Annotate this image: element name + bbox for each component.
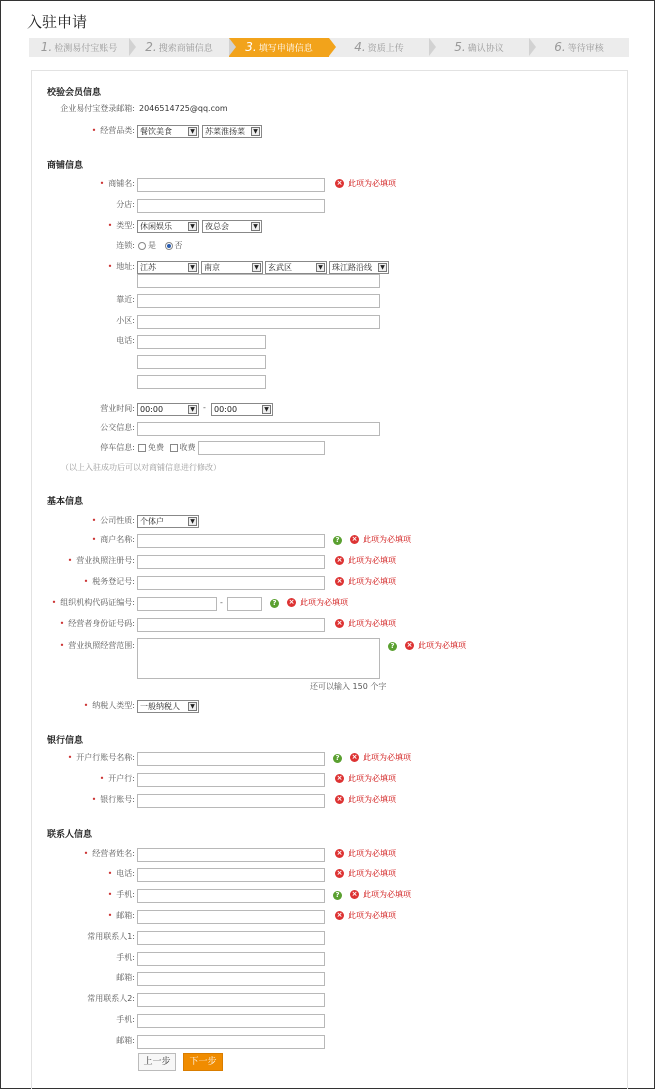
mobile-error: × 此项为必填项 xyxy=(351,890,411,899)
account-no-input[interactable] xyxy=(137,794,325,808)
org-code-input-2[interactable] xyxy=(227,597,262,611)
shop-name-label: • 商铺名: xyxy=(99,179,135,188)
address-label: • 地址: xyxy=(107,262,135,271)
org-code-error: × 此项为必填项 xyxy=(288,598,348,607)
section-member-title: 校验会员信息 xyxy=(47,88,102,98)
hours-separator: - xyxy=(203,403,206,412)
chevron-down-icon: ▼ xyxy=(262,405,271,414)
chevron-down-icon: ▼ xyxy=(252,263,261,272)
parking-free-checkbox[interactable] xyxy=(138,444,146,452)
contact1-mobile-input[interactable] xyxy=(137,952,325,966)
step-number: 4. xyxy=(354,40,366,54)
error-icon: × xyxy=(336,774,343,782)
phone-label: 电话: xyxy=(116,336,135,345)
category-label: • 经营品类: xyxy=(91,126,135,135)
help-icon[interactable]: ? xyxy=(333,536,342,545)
help-icon[interactable]: ? xyxy=(333,754,342,763)
contact-phone-input[interactable] xyxy=(137,868,325,882)
parking-label: 停车信息: xyxy=(100,443,135,452)
chevron-down-icon: ▼ xyxy=(188,263,197,272)
section-bank-title: 银行信息 xyxy=(47,736,84,746)
chevron-down-icon: ▼ xyxy=(188,405,197,414)
org-code-separator: - xyxy=(220,598,223,607)
category-select-2[interactable]: 苏菜淮扬菜 ▼ xyxy=(202,125,262,138)
step-label: 填写申请信息 xyxy=(258,44,313,54)
tax-no-label: • 税务登记号: xyxy=(83,577,135,586)
chain-label: 连锁: xyxy=(116,241,135,250)
chain-no-label: 否 xyxy=(174,241,183,250)
shop-name-input[interactable] xyxy=(137,178,325,192)
mobile-input[interactable] xyxy=(137,889,325,903)
contact-email-label: • 邮箱: xyxy=(107,911,135,920)
section-contact-title: 联系人信息 xyxy=(47,830,93,840)
step-number: 2. xyxy=(145,40,157,54)
org-code-input-1[interactable] xyxy=(137,597,217,611)
help-icon[interactable]: ? xyxy=(333,891,342,900)
org-code-label: • 组织机构代码证编号: xyxy=(51,598,135,607)
contact1-input[interactable] xyxy=(137,931,325,945)
contact2-email-input[interactable] xyxy=(137,1035,325,1049)
shop-name-error: × 此项为必填项 xyxy=(336,179,396,188)
error-icon: × xyxy=(336,179,343,187)
hours-end-select[interactable]: 00:00 ▼ xyxy=(211,403,273,416)
scope-label: • 营业执照经营范围: xyxy=(59,641,135,650)
account-name-label: • 开户行账号名称: xyxy=(67,753,135,762)
error-icon: × xyxy=(336,911,343,919)
contact2-input[interactable] xyxy=(137,993,325,1007)
step-label: 确认协议 xyxy=(467,44,504,54)
chevron-down-icon: ▼ xyxy=(251,127,260,136)
section-shop-title: 商铺信息 xyxy=(47,161,84,171)
parking-paid-checkbox[interactable] xyxy=(170,444,178,452)
chevron-down-icon: ▼ xyxy=(188,127,197,136)
tax-no-error: × 此项为必填项 xyxy=(336,577,396,586)
step-number: 3. xyxy=(245,40,257,54)
city-select[interactable]: 南京 ▼ xyxy=(201,261,263,274)
step-6 xyxy=(529,38,629,57)
step-arrow-icon xyxy=(129,38,136,56)
error-icon: × xyxy=(336,869,343,877)
contact2-mobile-input[interactable] xyxy=(137,1014,325,1028)
bank-input[interactable] xyxy=(137,773,325,787)
chevron-down-icon: ▼ xyxy=(316,263,325,272)
shop-note: （以上入驻成功后可以对商铺信息进行修改） xyxy=(61,463,221,472)
bus-input[interactable] xyxy=(137,422,380,436)
operator-error: × 此项为必填项 xyxy=(336,849,396,858)
chain-no-radio[interactable] xyxy=(165,242,173,250)
chevron-down-icon: ▼ xyxy=(188,517,197,526)
license-no-error: × 此项为必填项 xyxy=(336,556,396,565)
near-label: 靠近: xyxy=(116,295,135,304)
error-icon: × xyxy=(406,641,413,649)
contact2-mobile-label: 手机: xyxy=(116,1015,135,1024)
province-select[interactable]: 江苏 ▼ xyxy=(137,261,199,274)
near-input[interactable] xyxy=(137,294,380,308)
taxpayer-label: • 纳税人类型: xyxy=(83,701,135,710)
parking-paid-label: 收费 xyxy=(179,443,196,452)
email-value: 2046514725@qq.com xyxy=(139,104,228,113)
community-input[interactable] xyxy=(137,315,380,329)
contact1-email-label: 邮箱: xyxy=(116,973,135,982)
prev-button[interactable]: 上一步 xyxy=(138,1053,176,1071)
chain-yes-label: 是 xyxy=(148,241,156,250)
step-arrow-icon xyxy=(229,38,236,56)
error-icon: × xyxy=(336,849,343,857)
type-label: • 类型: xyxy=(107,221,135,230)
license-no-input[interactable] xyxy=(137,555,325,569)
company-type-label: • 公司性质: xyxy=(91,516,135,525)
operator-label: • 经营者姓名: xyxy=(83,849,135,858)
step-2 xyxy=(129,38,229,57)
contact2-email-label: 邮箱: xyxy=(116,1036,135,1045)
error-icon: × xyxy=(351,890,358,898)
id-no-label: • 经营者身份证号码: xyxy=(59,619,135,628)
parking-options xyxy=(138,441,196,455)
chevron-down-icon: ▼ xyxy=(378,263,387,272)
email-label: 企业易付宝登录邮箱: xyxy=(60,104,135,113)
scope-char-hint: 还可以输入 150 个字 xyxy=(310,682,387,691)
step-arrow-icon xyxy=(529,38,536,56)
step-number: 6. xyxy=(554,40,566,54)
error-icon: × xyxy=(336,795,343,803)
contact-email-input[interactable] xyxy=(137,910,325,924)
category-select-1[interactable]: 餐饮美食 ▼ xyxy=(137,125,199,138)
contact1-email-input[interactable] xyxy=(137,972,325,986)
branch-label: 分店: xyxy=(116,200,135,209)
help-icon[interactable]: ? xyxy=(270,599,279,608)
section-basic-title: 基本信息 xyxy=(47,497,84,507)
merchant-name-input[interactable] xyxy=(137,534,325,548)
account-no-error: × 此项为必填项 xyxy=(336,795,396,804)
area-select[interactable]: 珠江路沿线 ▼ xyxy=(329,261,389,274)
account-name-input[interactable] xyxy=(137,752,325,766)
step-number: 1. xyxy=(40,40,53,54)
bank-label: • 开户行: xyxy=(99,774,135,783)
step-4 xyxy=(329,38,429,57)
account-no-label: • 银行账号: xyxy=(91,795,135,804)
step-3-active xyxy=(229,38,329,57)
district-select[interactable]: 玄武区 ▼ xyxy=(265,261,327,274)
bus-label: 公交信息: xyxy=(100,423,135,432)
error-icon: × xyxy=(351,535,358,543)
page-title: 入驻申请 xyxy=(27,13,88,31)
account-name-error: × 此项为必填项 xyxy=(351,753,411,762)
step-number: 5. xyxy=(454,40,466,54)
error-icon: × xyxy=(336,577,343,585)
hours-label: 营业时间: xyxy=(100,404,135,413)
community-label: 小区: xyxy=(116,316,135,325)
contact-phone-error: × 此项为必填项 xyxy=(336,869,396,878)
step-5 xyxy=(429,38,529,57)
error-icon: × xyxy=(336,556,343,564)
type-select-1[interactable]: 休闲娱乐 ▼ xyxy=(137,220,199,233)
error-icon: × xyxy=(351,753,358,761)
chevron-down-icon: ▼ xyxy=(188,702,197,711)
phone-input-2[interactable] xyxy=(137,355,266,369)
scope-textarea[interactable] xyxy=(137,638,380,679)
chevron-down-icon: ▼ xyxy=(251,222,260,231)
chain-radios xyxy=(138,239,183,253)
mobile-label: • 手机: xyxy=(107,890,135,899)
id-no-error: × 此项为必填项 xyxy=(336,619,396,628)
step-1 xyxy=(29,38,129,57)
license-no-label: • 营业执照注册号: xyxy=(67,556,135,565)
parking-free-label: 免费 xyxy=(148,443,164,452)
step-label: 资质上传 xyxy=(367,44,404,54)
error-icon: × xyxy=(336,619,343,627)
step-arrow-icon xyxy=(429,38,436,56)
company-type-select[interactable]: 个体户 ▼ xyxy=(137,515,199,528)
step-label: 搜索商铺信息 xyxy=(158,44,213,54)
operator-input[interactable] xyxy=(137,848,325,862)
phone-input-1[interactable] xyxy=(137,335,266,349)
parking-input[interactable] xyxy=(198,441,325,455)
next-button[interactable]: 下一步 xyxy=(183,1053,223,1071)
contact1-label: 常用联系人1: xyxy=(87,932,135,941)
error-icon: × xyxy=(288,598,295,606)
hours-start-select[interactable]: 00:00 ▼ xyxy=(137,403,199,416)
step-label: 等待审核 xyxy=(567,44,604,54)
merchant-name-label: • 商户名称: xyxy=(91,535,135,544)
branch-input[interactable] xyxy=(137,199,325,213)
phone-input-3[interactable] xyxy=(137,375,266,389)
id-no-input[interactable] xyxy=(137,618,325,632)
contact2-label: 常用联系人2: xyxy=(87,994,135,1003)
scope-error: × 此项为必填项 xyxy=(406,641,466,650)
taxpayer-select[interactable]: 一般纳税人 ▼ xyxy=(137,700,199,713)
contact-phone-label: • 电话: xyxy=(107,869,135,878)
progress-steps xyxy=(29,38,629,57)
step-label: 检测易付宝账号 xyxy=(54,44,118,54)
type-select-2[interactable]: 夜总会 ▼ xyxy=(202,220,262,233)
chevron-down-icon: ▼ xyxy=(188,222,197,231)
contact1-mobile-label: 手机: xyxy=(116,953,135,962)
help-icon[interactable]: ? xyxy=(388,642,397,651)
tax-no-input[interactable] xyxy=(137,576,325,590)
chain-yes-radio[interactable] xyxy=(138,242,146,250)
step-arrow-icon xyxy=(329,38,336,56)
bank-error: × 此项为必填项 xyxy=(336,774,396,783)
merchant-name-error: × 此项为必填项 xyxy=(351,535,411,544)
address-detail-input[interactable] xyxy=(137,274,380,288)
contact-email-error: × 此项为必填项 xyxy=(336,911,396,920)
